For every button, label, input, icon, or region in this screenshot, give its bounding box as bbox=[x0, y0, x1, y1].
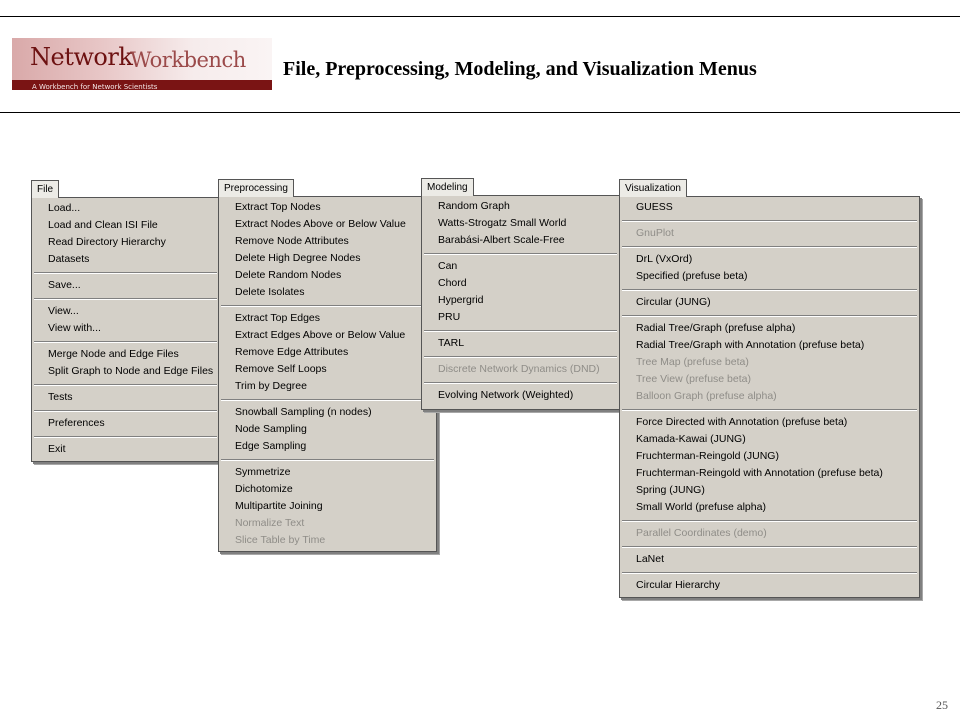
menu-item-merge-node-and-edge-files[interactable]: Merge Node and Edge Files bbox=[48, 348, 179, 360]
menu-item-load[interactable]: Load... bbox=[48, 202, 81, 214]
menu-item-remove-node-attributes[interactable]: Remove Node Attributes bbox=[235, 235, 349, 247]
modeling-menu-dropdown bbox=[421, 195, 620, 410]
menu-separator bbox=[34, 272, 217, 274]
menu-item-remove-edge-attributes[interactable]: Remove Edge Attributes bbox=[235, 346, 349, 358]
menu-item-symmetrize[interactable]: Symmetrize bbox=[235, 466, 291, 478]
menu-separator bbox=[424, 253, 617, 255]
menu-item-edge-sampling[interactable]: Edge Sampling bbox=[235, 440, 307, 452]
menu-separator bbox=[221, 459, 434, 461]
menu-item-delete-high-degree-nodes[interactable]: Delete High Degree Nodes bbox=[235, 252, 361, 264]
menu-item-parallel-coordinates-demo: Parallel Coordinates (demo) bbox=[636, 527, 767, 539]
menu-item-load-and-clean-isi-file[interactable]: Load and Clean ISI File bbox=[48, 219, 158, 231]
menu-item-view-with[interactable]: View with... bbox=[48, 322, 101, 334]
menu-item-snowball-sampling-n-nodes[interactable]: Snowball Sampling (n nodes) bbox=[235, 406, 372, 418]
menu-item-trim-by-degree[interactable]: Trim by Degree bbox=[235, 380, 307, 392]
menu-item-chord[interactable]: Chord bbox=[438, 277, 467, 289]
visualization-menu-dropdown bbox=[619, 196, 920, 598]
menu-item-datasets[interactable]: Datasets bbox=[48, 253, 90, 265]
menu-item-gnuplot: GnuPlot bbox=[636, 227, 674, 239]
menu-item-watts-strogatz-small-world[interactable]: Watts-Strogatz Small World bbox=[438, 217, 567, 229]
menu-item-can[interactable]: Can bbox=[438, 260, 458, 272]
menu-item-circular-jung[interactable]: Circular (JUNG) bbox=[636, 296, 711, 308]
visualization-menu-tab[interactable]: Visualization bbox=[619, 179, 687, 197]
menu-separator bbox=[34, 410, 217, 412]
menu-item-pru[interactable]: PRU bbox=[438, 311, 461, 323]
menu-item-tests[interactable]: Tests bbox=[48, 391, 73, 403]
menu-separator bbox=[34, 436, 217, 438]
menu-item-save[interactable]: Save... bbox=[48, 279, 81, 291]
menu-item-evolving-network-weighted[interactable]: Evolving Network (Weighted) bbox=[438, 389, 574, 401]
menu-item-force-directed-with-annotation-prefuse-beta[interactable]: Force Directed with Annotation (prefuse beta) bbox=[636, 416, 848, 428]
menu-item-balloon-graph-prefuse-alpha: Balloon Graph (prefuse alpha) bbox=[636, 390, 777, 402]
file-menu-dropdown bbox=[31, 197, 220, 462]
menu-item-spring-jung[interactable]: Spring (JUNG) bbox=[636, 484, 705, 496]
menu-item-hypergrid[interactable]: Hypergrid bbox=[438, 294, 484, 306]
menu-item-kamada-kawai-jung[interactable]: Kamada-Kawai (JUNG) bbox=[636, 433, 746, 445]
menu-separator bbox=[424, 330, 617, 332]
menu-item-barab-si-albert-scale-free[interactable]: Barabási-Albert Scale-Free bbox=[438, 234, 565, 246]
menu-item-normalize-text: Normalize Text bbox=[235, 517, 305, 529]
menu-item-extract-edges-above-or-below-value[interactable]: Extract Edges Above or Below Value bbox=[235, 329, 406, 341]
menu-separator bbox=[622, 315, 917, 317]
header-bottom-rule bbox=[0, 112, 960, 113]
menu-separator bbox=[622, 289, 917, 291]
menu-item-view[interactable]: View... bbox=[48, 305, 79, 317]
file-menu-tab[interactable]: File bbox=[31, 180, 59, 198]
menu-item-random-graph[interactable]: Random Graph bbox=[438, 200, 510, 212]
menu-item-dichotomize[interactable]: Dichotomize bbox=[235, 483, 293, 495]
menu-separator bbox=[424, 356, 617, 358]
menu-item-lanet[interactable]: LaNet bbox=[636, 553, 665, 565]
preprocessing-menu-tab[interactable]: Preprocessing bbox=[218, 179, 294, 197]
menu-separator bbox=[622, 546, 917, 548]
menu-item-remove-self-loops[interactable]: Remove Self Loops bbox=[235, 363, 327, 375]
menu-separator bbox=[622, 520, 917, 522]
menu-item-read-directory-hierarchy[interactable]: Read Directory Hierarchy bbox=[48, 236, 166, 248]
menu-item-delete-random-nodes[interactable]: Delete Random Nodes bbox=[235, 269, 342, 281]
menu-item-specified-prefuse-beta[interactable]: Specified (prefuse beta) bbox=[636, 270, 748, 282]
menu-item-fruchterman-reingold-jung[interactable]: Fruchterman-Reingold (JUNG) bbox=[636, 450, 779, 462]
menu-item-preferences[interactable]: Preferences bbox=[48, 417, 105, 429]
menu-separator bbox=[221, 399, 434, 401]
page-number: 25 bbox=[936, 698, 948, 712]
menu-item-radial-tree-graph-with-annotation-prefuse-beta[interactable]: Radial Tree/Graph with Annotation (prefuse beta) bbox=[636, 339, 865, 351]
menu-item-multipartite-joining[interactable]: Multipartite Joining bbox=[235, 500, 323, 512]
menu-item-tarl[interactable]: TARL bbox=[438, 337, 465, 349]
logo-tagline: A Workbench for Network Scientists bbox=[32, 83, 158, 90]
menu-item-tree-map-prefuse-beta: Tree Map (prefuse beta) bbox=[636, 356, 749, 368]
menu-item-circular-hierarchy[interactable]: Circular Hierarchy bbox=[636, 579, 721, 591]
menu-item-tree-view-prefuse-beta: Tree View (prefuse beta) bbox=[636, 373, 751, 385]
menu-item-small-world-prefuse-alpha[interactable]: Small World (prefuse alpha) bbox=[636, 501, 766, 513]
menu-separator bbox=[34, 341, 217, 343]
menu-separator bbox=[622, 220, 917, 222]
slide-title: File, Preprocessing, Modeling, and Visualization Menus bbox=[283, 58, 757, 80]
menu-separator bbox=[34, 298, 217, 300]
logo-word-workbench: Workbench bbox=[130, 48, 246, 72]
preprocessing-menu-dropdown bbox=[218, 196, 437, 552]
menu-item-split-graph-to-node-and-edge-files[interactable]: Split Graph to Node and Edge Files bbox=[48, 365, 214, 377]
logo-word-network: Network bbox=[30, 43, 133, 71]
menu-item-fruchterman-reingold-with-annotation-prefuse-beta[interactable]: Fruchterman-Reingold with Annotation (prefuse beta) bbox=[636, 467, 883, 479]
menu-item-discrete-network-dynamics-dnd: Discrete Network Dynamics (DND) bbox=[438, 363, 600, 375]
menu-item-extract-nodes-above-or-below-value[interactable]: Extract Nodes Above or Below Value bbox=[235, 218, 406, 230]
menu-separator bbox=[622, 572, 917, 574]
menu-item-radial-tree-graph-prefuse-alpha[interactable]: Radial Tree/Graph (prefuse alpha) bbox=[636, 322, 796, 334]
menu-item-guess[interactable]: GUESS bbox=[636, 201, 673, 213]
network-workbench-logo bbox=[12, 38, 272, 90]
menu-item-exit[interactable]: Exit bbox=[48, 443, 66, 455]
menu-item-node-sampling[interactable]: Node Sampling bbox=[235, 423, 307, 435]
top-rule bbox=[0, 16, 960, 17]
menu-item-drl-vxord[interactable]: DrL (VxOrd) bbox=[636, 253, 693, 265]
modeling-menu-tab[interactable]: Modeling bbox=[421, 178, 474, 196]
menu-item-delete-isolates[interactable]: Delete Isolates bbox=[235, 286, 305, 298]
menu-separator bbox=[622, 409, 917, 411]
menu-separator bbox=[424, 382, 617, 384]
menu-separator bbox=[34, 384, 217, 386]
menu-item-extract-top-nodes[interactable]: Extract Top Nodes bbox=[235, 201, 321, 213]
menu-separator bbox=[622, 246, 917, 248]
menu-separator bbox=[221, 305, 434, 307]
menu-item-slice-table-by-time: Slice Table by Time bbox=[235, 534, 326, 546]
menu-item-extract-top-edges[interactable]: Extract Top Edges bbox=[235, 312, 321, 324]
